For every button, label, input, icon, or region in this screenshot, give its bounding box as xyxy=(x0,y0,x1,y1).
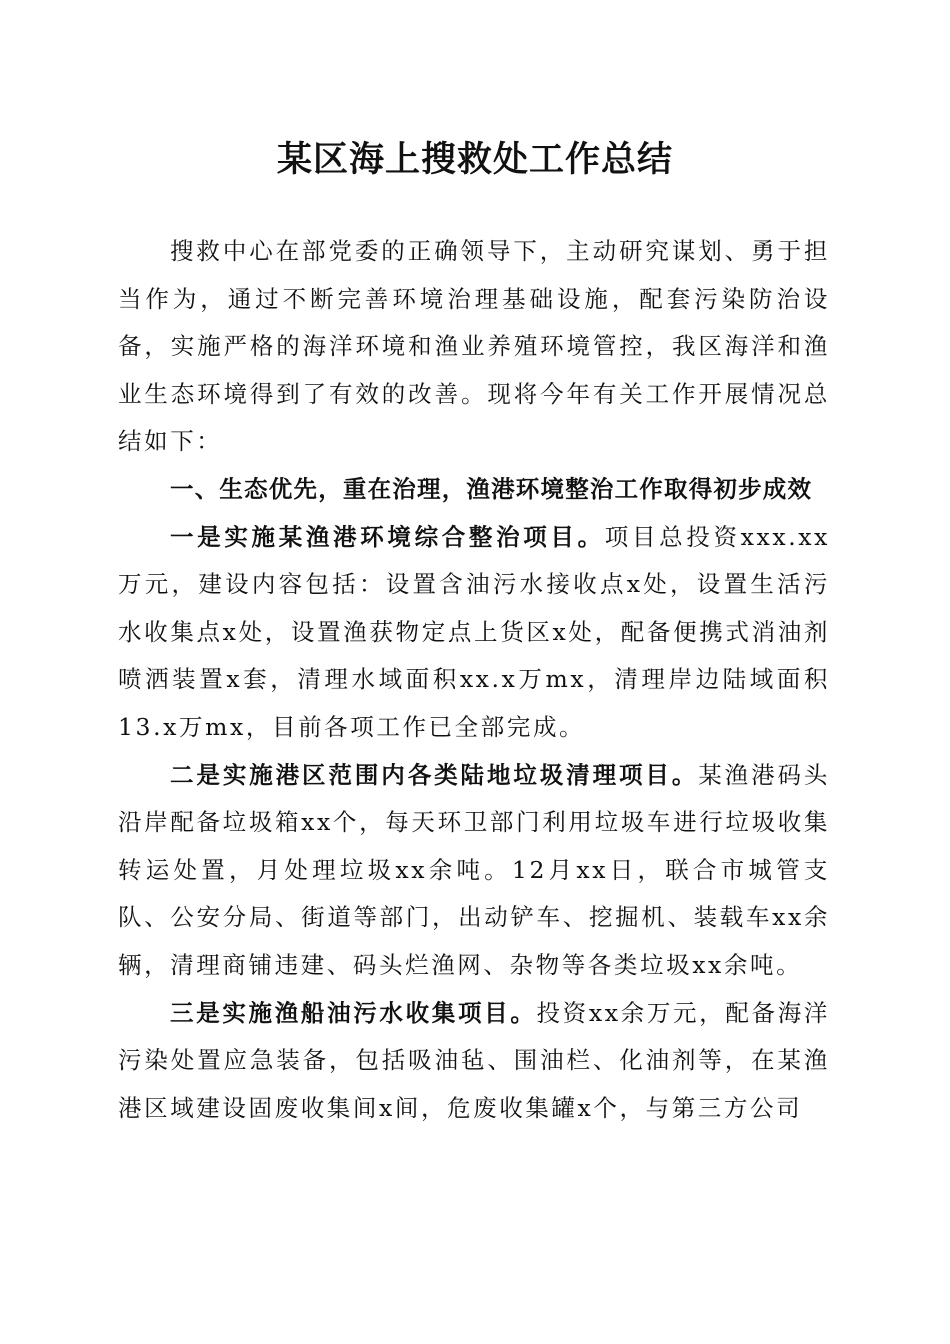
item-paragraph-3 xyxy=(118,990,830,1133)
item-paragraph-2 xyxy=(118,752,830,990)
item-text-3: 投资xx余万元，配备海洋污染处置应急装备，包括吸油毡、围油栏、化油剂等，在某渔港区域建设固废收集间x间，危废收集罐x个，与第三方公司 xyxy=(118,998,830,1122)
item-paragraph-1 xyxy=(118,514,830,752)
document-body xyxy=(118,228,830,1132)
item-text-1: 项目总投资xxx.xx万元，建设内容包括：设置含油污水接收点x处，设置生活污水收集点x处，设置渔获物定点上货区x处，配备便携式消油剂喷洒装置x套，清理水域面积xx.x万mx，清理岸边陆域面积13.x万mx，目前各项工作已全部完成。 xyxy=(118,522,830,741)
section-heading-1: 一、生态优先，重在治理，渔港环境整治工作取得初步成效 xyxy=(170,474,813,503)
item-lead-1: 一是实施某渔港环境综合整治项目。 xyxy=(170,522,605,551)
intro-paragraph: 搜救中心在部党委的正确领导下，主动研究谋划、勇于担当作为，通过不断完善环境治理基础设施，配套污染防治设备，实施严格的海洋环境和渔业养殖环境管控，我区海洋和渔业生态环境得到了有效的改善。现将今年有关工作开展情况总结如下： xyxy=(118,237,830,456)
item-lead-2: 二是实施港区范围内各类陆地垃圾清理项目。 xyxy=(170,760,699,789)
item-text-2: 某渔港码头沿岸配备垃圾箱xx个，每天环卫部门利用垃圾车进行垃圾收集转运处置，月处理垃圾xx余吨。12月xx日，联合市城管支队、公安分局、街道等部门，出动铲车、挖掘机、装载车xx余辆，清理商铺违建、码头烂渔网、杂物等各类垃圾xx余吨。 xyxy=(118,760,830,979)
item-lead-3: 三是实施渔船油污水收集项目。 xyxy=(170,998,537,1027)
document-title: 某区海上搜救处工作总结 xyxy=(276,139,673,180)
